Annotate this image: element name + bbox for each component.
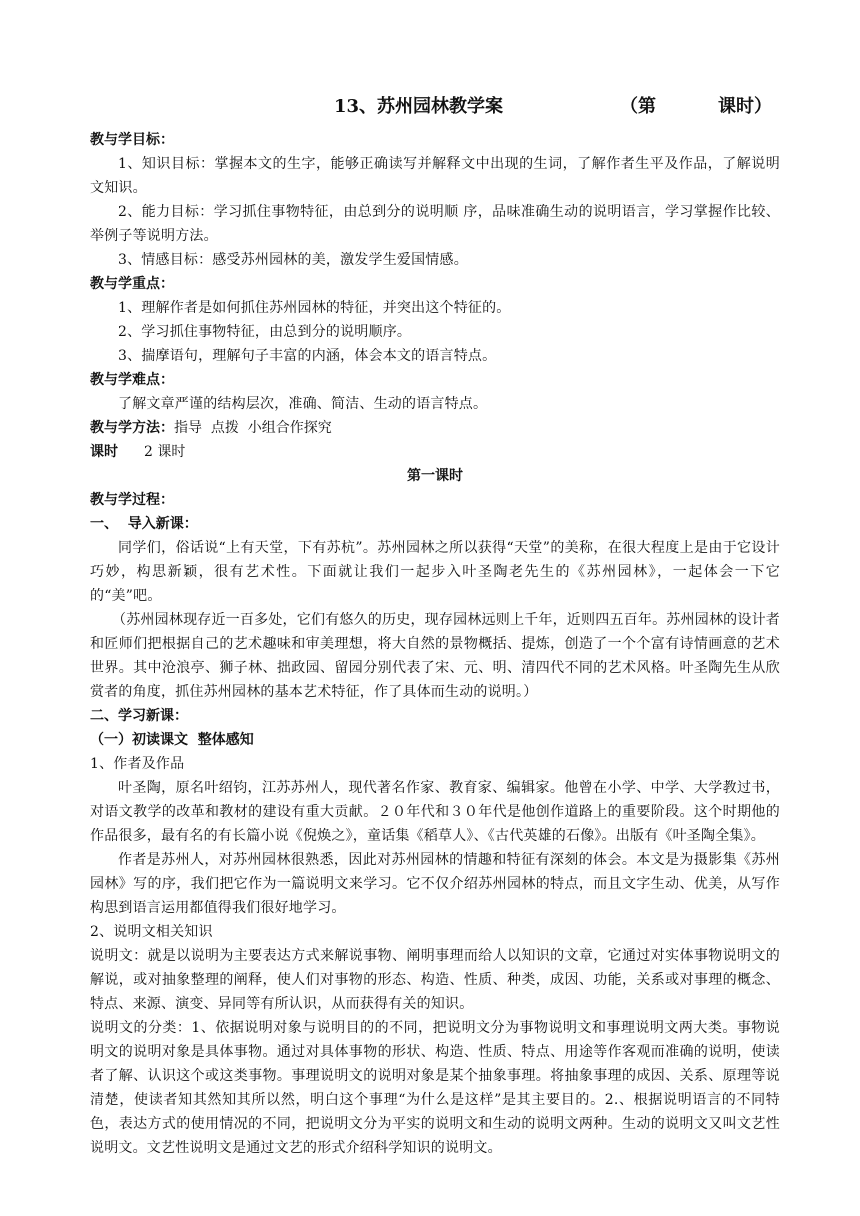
hours-value: 2 课时 [144,444,186,460]
goal-item: 2、能力目标：学习抓住事物特征，由总到分的说明顺 序，品味准确生动的说明语言，学习掌握作比较、举例子等说明方法。 [90,204,780,244]
process-heading: 教与学过程： [90,492,174,508]
author-section-title: 1、作者及作品 [90,756,185,772]
title-main: 13、苏州园林教学案 [334,96,504,117]
new-lesson-heading: 二、学习新课： [90,708,188,724]
knowledge-section-title: 2、说明文相关知识 [90,924,213,940]
knowledge-paragraph: 说明文的分类：1、依据说明对象与说明目的的不同，把说明文分为事物说明文和事理说明文两大类。事物说明文的说明对象是具体事物。通过对具体事物的形状、构造、性质、特点、用途等作客观而准确的说明，使读者了解、认识这个或这类事物。事理说明文的说明对象是某个抽象事理。将抽象事理的成因、关系、原理等说清楚，使读者知其然知其所以然，明白这个事理“为什么是这样”是其主要目的。2.、根据说明语言的不同特色，表达方式的使用情况的不同，把说明文分为平实的说明文和生动的说明文两种。生动的说明文又叫文艺性说明文。文艺性说明文是通过文艺的形式介绍科学知识的说明文。 [90,1020,780,1156]
author-paragraph: 叶圣陶，原名叶绍钧，江苏苏州人，现代著名作家、教育家、编辑家。他曾在小学、中学、大学教过书，对语文教学的改革和教材的建设有重大贡献。２０年代和３０年代是他创作道路上的重要阶段。这个时期他的作品很多，最有名的有长篇小说《倪焕之》，童话集《稻草人》、《古代英雄的石像》。出版有《叶圣陶全集》。 [90,780,780,844]
intro-paragraph: 同学们，俗话说“上有天堂，下有苏杭”。苏州园林之所以获得“天堂”的美称，在很大程度上是由于它设计巧妙，构思新颖，很有艺术性。下面就让我们一起步入叶圣陶老先生的《苏州园林》，一起体会一下它的“美”吧。 [90,540,780,604]
difficulties-heading: 教与学难点： [90,372,174,388]
methods-line [90,416,780,440]
key-point-item: 1、理解作者是如何抓住苏州园林的特征，并突出这个特征的。 [118,300,511,316]
document-page [90,90,780,1160]
hours-line [90,440,780,464]
key-point-item: 3、揣摩语句，理解句子丰富的内涵，体会本文的语言特点。 [118,348,497,364]
key-point-item: 2、学习抓住事物特征，由总到分的说明顺序。 [118,324,412,340]
intro-background-paragraph: （苏州园林现存近一百多处，它们有悠久的历史，现存园林远则上千年，近则四五百年。苏州园林的设计者和匠师们把根据自己的艺术趣味和审美理想，将大自然的景物概括、提炼，创造了一个个富有诗情画意的艺术世界。其中沧浪亭、狮子林、拙政园、留园分别代表了宋、元、明、清四代不同的艺术风格。叶圣陶先生从欣赏者的角度，抓住苏州园林的基本艺术特征，作了具体而生动的说明。） [90,612,780,700]
first-reading-heading: （一）初读课文 整体感知 [90,732,254,748]
document-title [90,90,780,124]
key-points-heading: 教与学重点： [90,276,174,292]
hours-label: 课时 [90,444,118,460]
methods-text: 指导 点拨 小组合作探究 [174,420,332,436]
goal-item: 1、知识目标：掌握本文的生字，能够正确读写并解释文中出现的生词，了解作者生平及作品，了解说明文知识。 [90,156,780,196]
goal-item: 3、情感目标：感受苏州园林的美，激发学生爱国情感。 [118,252,468,268]
first-lesson-heading: 第一课时 [407,468,463,484]
knowledge-paragraph: 说明文：就是以说明为主要表达方式来解说事物、阐明事理而给人以知识的文章，它通过对实体事物说明文的解说，或对抽象整理的阐释，使人们对事物的形态、构造、性质、种类，成因、功能，关系或对事理的概念、特点、来源、演变、异同等有所认识，从而获得有关的知识。 [90,948,780,1012]
author-paragraph: 作者是苏州人，对苏州园林很熟悉，因此对苏州园林的情趣和特征有深刻的体会。本文是为摄影集《苏州园林》写的序，我们把它作为一篇说明文来学习。它不仅介绍苏州园林的特点，而且文字生动、优美，从写作构思到语言运用都值得我们很好地学习。 [90,852,780,916]
intro-heading: 一、 导入新课： [90,516,198,532]
title-lesson-close: 课时） [718,96,772,117]
methods-heading: 教与学方法： [90,420,174,436]
title-lesson-open: （第 [620,96,656,117]
difficulties-text: 了解文章严谨的结构层次，准确、简洁、生动的语言特点。 [118,396,488,412]
title-lesson-number [620,90,772,124]
goals-heading: 教与学目标： [90,132,174,148]
